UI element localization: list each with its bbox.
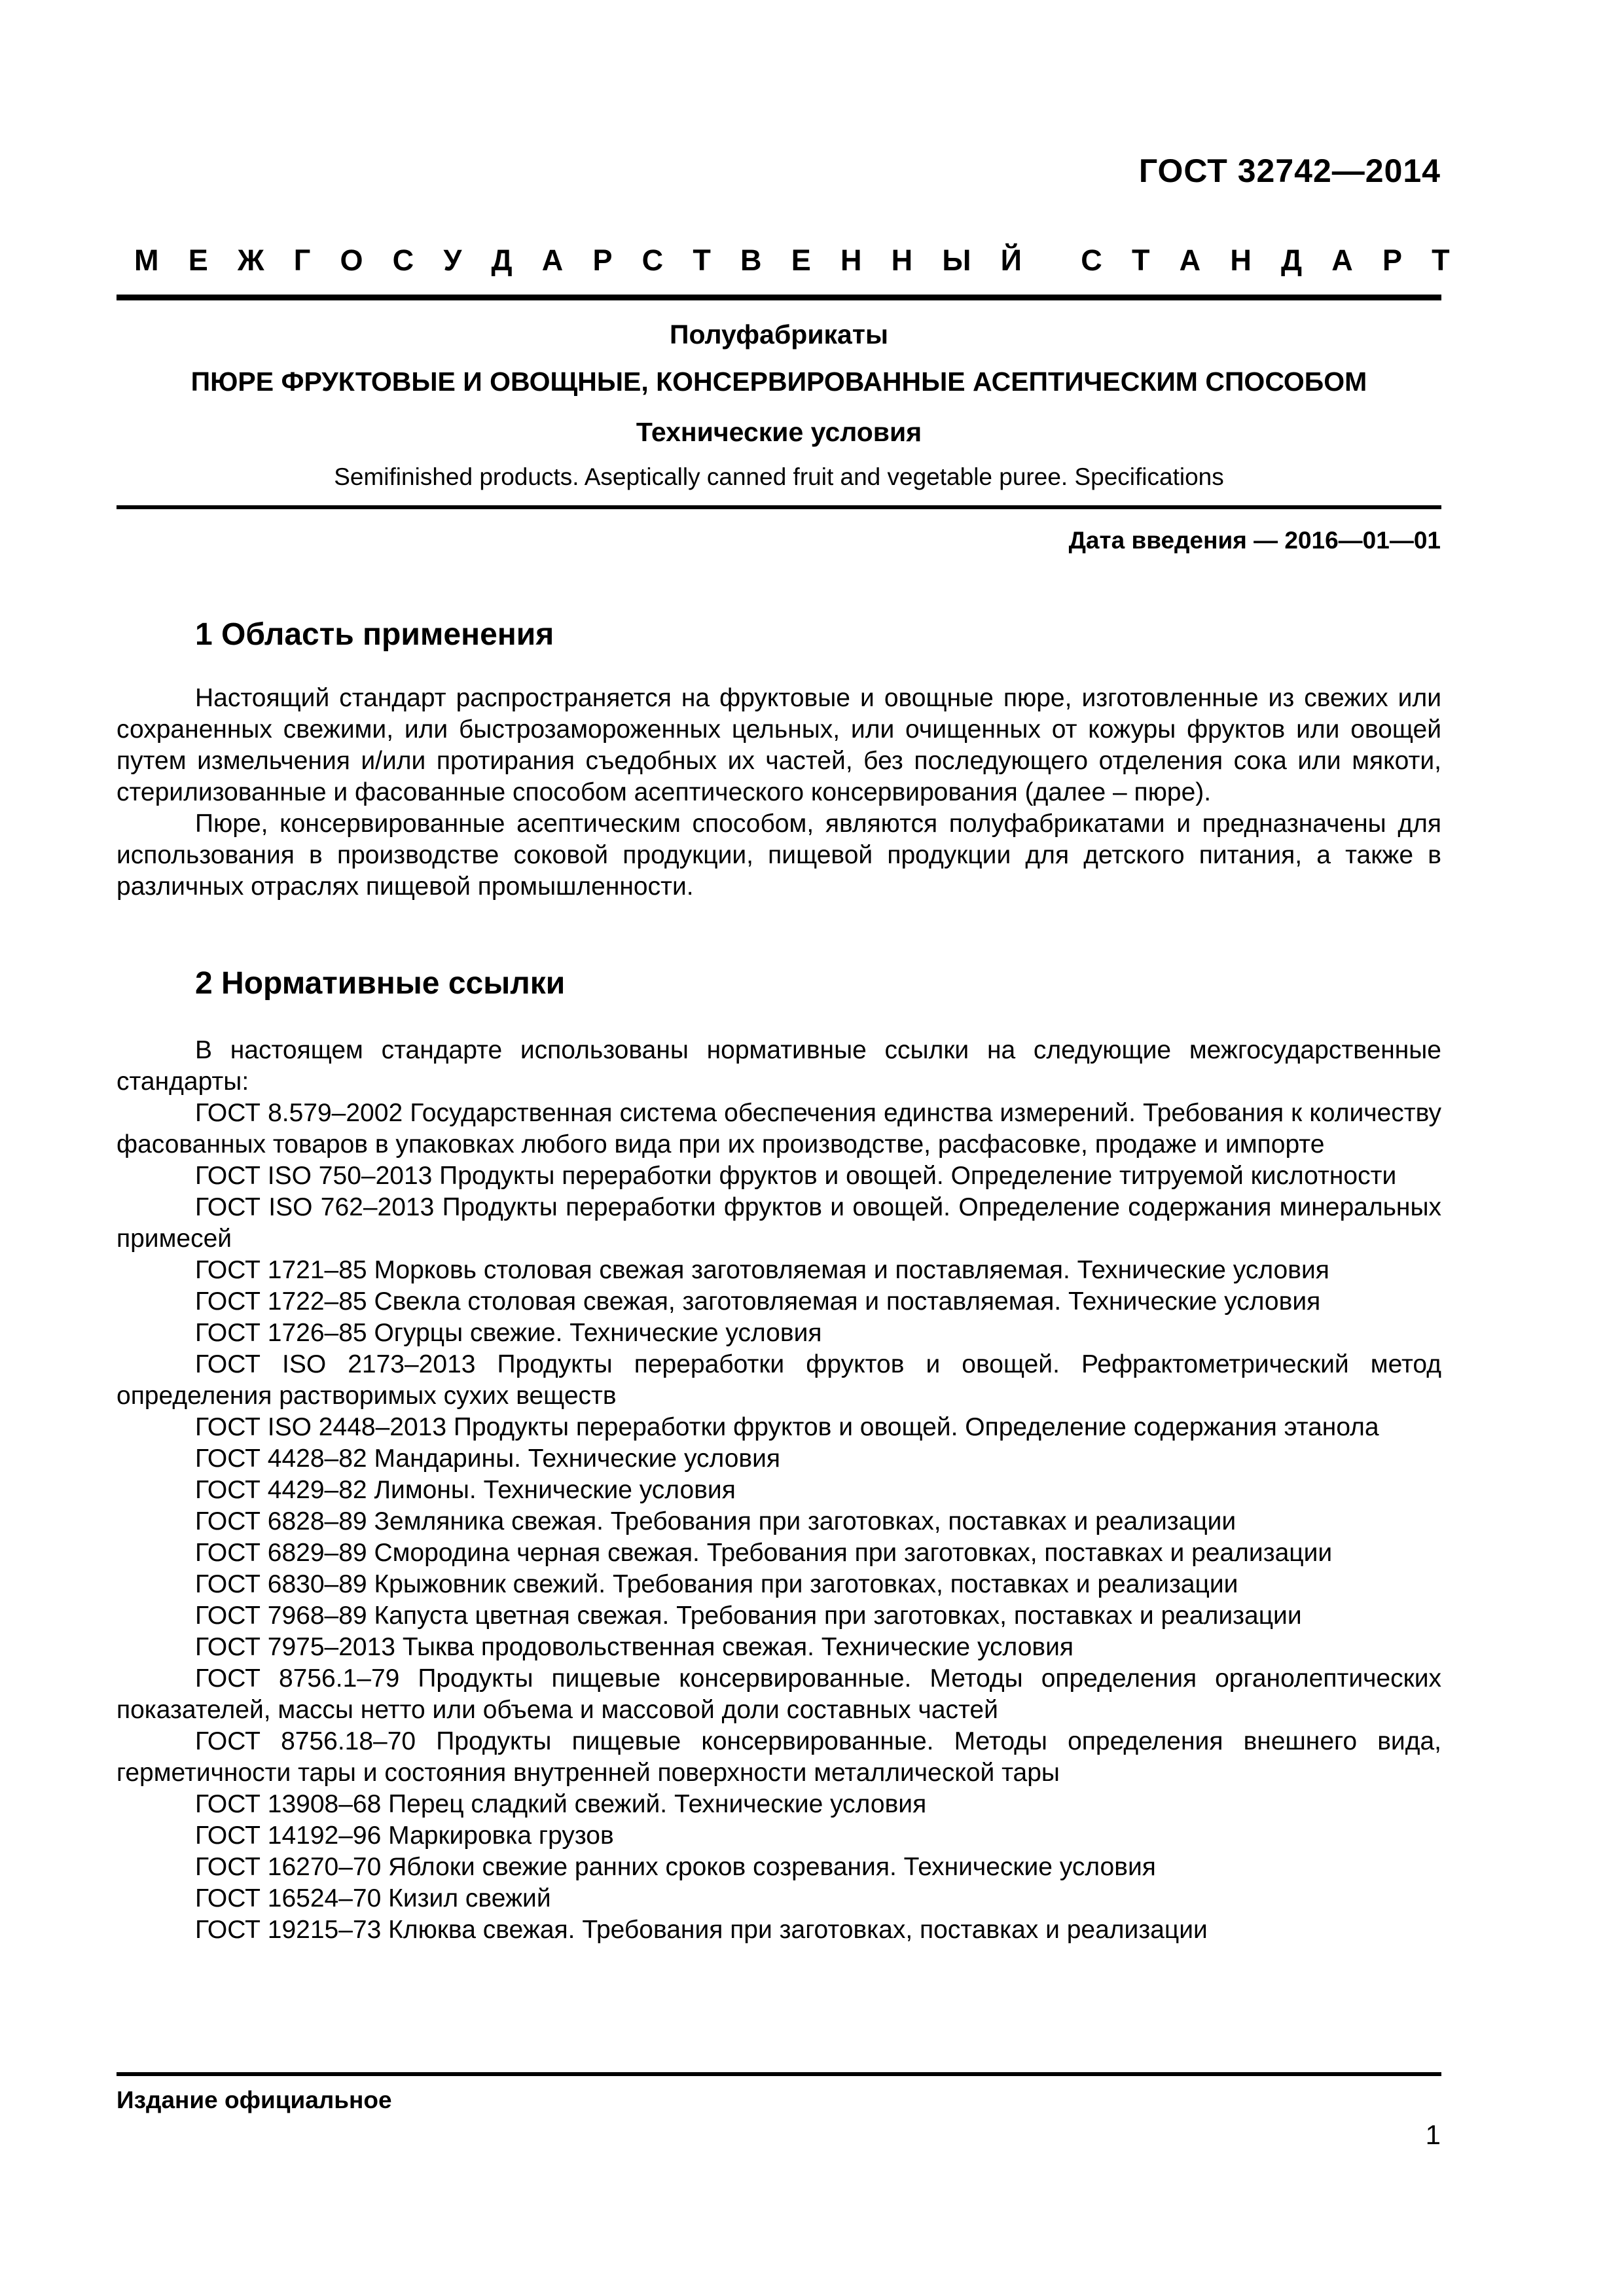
kind-letter: Д — [1281, 243, 1303, 277]
reference-item: ГОСТ 7968–89 Капуста цветная свежая. Требования при заготовках, поставках и реализации — [195, 1602, 1302, 1630]
reference-item: ГОСТ 1726–85 Огурцы свежие. Технические условия — [195, 1319, 822, 1347]
document-title: ПЮРЕ ФРУКТОВЫЕ И ОВОЩНЫЕ, КОНСЕРВИРОВАННЫЕ АСЕПТИЧЕСКИМ СПОСОБОМ — [190, 367, 1367, 397]
kind-letter: Р — [592, 243, 613, 277]
kind-letter: Н — [1230, 243, 1252, 277]
references-list — [117, 1035, 1441, 1946]
kind-letter: Е — [188, 243, 208, 277]
reference-item: ГОСТ ISO 762–2013 Продукты переработки фруктов и овощей. Определение содержания минеральных примесей — [117, 1193, 1441, 1253]
title-rule — [117, 505, 1441, 509]
kind-letter: Д — [491, 243, 513, 277]
section-heading: 1 Область применения — [195, 617, 554, 652]
kind-letter: С — [641, 243, 664, 277]
kind-letter: Й — [1000, 243, 1022, 277]
edition-label: Издание официальное — [117, 2087, 392, 2113]
reference-item: ГОСТ 16524–70 Кизил свежий — [195, 1884, 551, 1912]
kind-letter: Ы — [942, 243, 971, 277]
reference-item: ГОСТ 16270–70 Яблоки свежие ранних сроков созревания. Технические условия — [195, 1853, 1156, 1881]
document-number: ГОСТ 32742—2014 — [1138, 152, 1441, 189]
reference-item: ГОСТ 13908–68 Перец сладкий свежий. Технические условия — [195, 1790, 927, 1818]
reference-item: ГОСТ 6828–89 Земляника свежая. Требования при заготовках, поставках и реализации — [195, 1507, 1236, 1535]
kind-letter: Т — [693, 243, 711, 277]
kind-letter: С — [392, 243, 414, 277]
reference-item: ГОСТ 4429–82 Лимоны. Технические условия — [195, 1476, 736, 1504]
reference-item: ГОСТ ISO 2448–2013 Продукты переработки фруктов и овощей. Определение содержания этанола — [195, 1413, 1379, 1441]
section-heading: 2 Нормативные ссылки — [195, 966, 566, 1001]
reference-item: ГОСТ 8.579–2002 Государственная система обеспечения единства измерений. Требования к количеству фасованных товаров в упаковках любого вида при их производстве, расфасовке, продаже и импорте — [117, 1099, 1441, 1158]
english-title: Semifinished products. Aseptically canned fruit and vegetable puree. Specifications — [334, 463, 1224, 490]
standard-kind — [134, 243, 1450, 278]
reference-item: ГОСТ ISO 750–2013 Продукты переработки фруктов и овощей. Определение титруемой кислотности — [195, 1162, 1397, 1190]
kind-letter: Н — [840, 243, 862, 277]
paragraph: Настоящий стандарт распространяется на фруктовые и овощные пюре, изготовленные из свежих или сохраненных свежими, или быстрозамороженных цельных, или очищенных от кожуры фруктов или овощей путем измельчения и/или протирания съедобных их частей, без последующего отделения сока или мякоти, стерилизованные и фасованные способом асептического консервирования (далее – пюре). — [117, 684, 1441, 806]
kind-letter: Р — [1382, 243, 1402, 277]
reference-item: ГОСТ 4428–82 Мандарины. Технические условия — [195, 1444, 781, 1473]
kind-letter: Т — [1432, 243, 1450, 277]
reference-item: ГОСТ 7975–2013 Тыква продовольственная свежая. Технические условия — [195, 1633, 1074, 1661]
reference-item: ГОСТ 8756.18–70 Продукты пищевые консервированные. Методы определения внешнего вида, герметичности тары и состояния внутренней поверхности металлической тары — [117, 1727, 1441, 1787]
kind-letter: Е — [791, 243, 811, 277]
document-subtitle: Технические условия — [636, 417, 922, 447]
kind-letter: М — [134, 243, 159, 277]
reference-item: ГОСТ 14192–96 Маркировка грузов — [195, 1821, 614, 1850]
reference-item: ГОСТ 19215–73 Клюква свежая. Требования при заготовках, поставках и реализации — [195, 1916, 1208, 1944]
page-number: 1 — [1425, 2119, 1441, 2150]
kind-letter: С — [1081, 243, 1102, 277]
kind-letter: Н — [891, 243, 913, 277]
kind-letter: А — [1331, 243, 1353, 277]
kind-letter: О — [340, 243, 363, 277]
reference-item: ГОСТ 6830–89 Крыжовник свежий. Требования при заготовках, поставках и реализации — [195, 1570, 1238, 1598]
reference-item: ГОСТ ISO 2173–2013 Продукты переработки фруктов и овощей. Рефрактометрический метод определения растворимых сухих веществ — [117, 1350, 1441, 1410]
paragraph: Пюре, консервированные асептическим способом, являются полуфабрикатами и предназначены для использования в производстве соковой продукции, пищевой продукции для детского питания, а также в различных отраслях пищевой промышленности. — [117, 810, 1441, 901]
reference-item: ГОСТ 6829–89 Смородина черная свежая. Требования при заготовках, поставках и реализации — [195, 1539, 1333, 1567]
kind-letter: Ж — [237, 243, 264, 277]
kind-letter: Г — [293, 243, 311, 277]
introduction-date: Дата введения — 2016—01—01 — [1068, 527, 1441, 554]
kind-letter: У — [443, 243, 462, 277]
reference-item: ГОСТ 8756.1–79 Продукты пищевые консервированные. Методы определения органолептических показателей, массы нетто или объема и массовой доли составных частей — [117, 1664, 1441, 1724]
kind-letter: Т — [1131, 243, 1150, 277]
kind-letter: А — [541, 243, 564, 277]
reference-item: ГОСТ 1721–85 Морковь столовая свежая заготовляемая и поставляемая. Технические условия — [195, 1256, 1329, 1284]
footer-rule — [117, 2072, 1441, 2076]
paragraph: В настоящем стандарте использованы нормативные ссылки на следующие межгосударственные стандарты: — [117, 1036, 1441, 1096]
kind-letter: А — [1179, 243, 1201, 277]
kind-letter: В — [740, 243, 762, 277]
product-category: Полуфабрикаты — [670, 319, 888, 350]
section-body — [117, 683, 1441, 903]
header-rule — [117, 295, 1441, 300]
reference-item: ГОСТ 1722–85 Свекла столовая свежая, заготовляемая и поставляемая. Технические условия — [195, 1287, 1321, 1316]
